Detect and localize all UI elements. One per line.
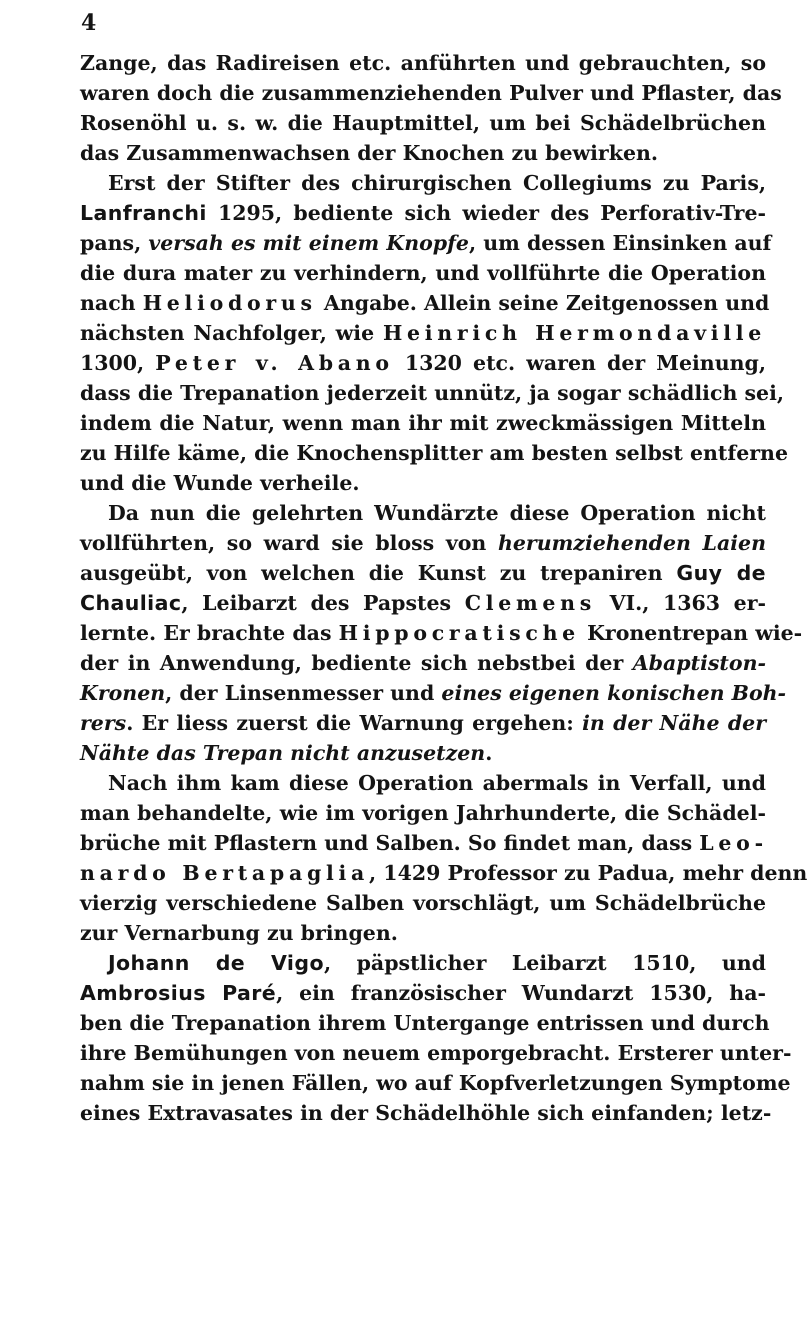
text-line: brüche mit Pflastern und Salben. So findet man, dass Leo- — [80, 831, 768, 855]
text-line: das Zusammenwachsen der Knochen zu bewirken. — [80, 141, 659, 165]
body-text — [80, 48, 807, 1128]
emphasis: Nähte das Trepan nicht anzusetzen — [80, 741, 486, 765]
emphasis: versah es mit einem Knopfe — [148, 231, 469, 255]
text-line: Rosenöhl u. s. w. die Hauptmittel, um bei Schädelbrüchen — [80, 111, 766, 135]
person-name: nardo Bertapaglia — [80, 861, 370, 885]
text-line: und die Wunde verheile. — [80, 471, 360, 495]
paragraph-5 — [80, 948, 792, 1128]
person-name: Heliodorus — [142, 291, 317, 315]
emphasis: rers — [80, 711, 127, 735]
text-line: vierzig verschiedene Salben vorschlägt, um Schädelbrüche — [80, 891, 766, 915]
text-line: 1300, Peter v. Abano 1320 etc. waren der Meinung, — [80, 351, 766, 375]
text-line: ausgeübt, von welchen die Kunst zu trepaniren Guy de — [80, 561, 766, 585]
person-name: Ambrosius Paré — [80, 981, 277, 1005]
text-line: lernte. Er brachte das Hippocratische Kronentrepan wie- — [80, 621, 803, 645]
text-line: Da nun die gelehrten Wundärzte diese Operation nicht — [108, 501, 766, 525]
emphasis: Hippocratische — [338, 621, 580, 645]
paragraph-4 — [80, 768, 807, 948]
text-line: Johann de Vigo, päpstlicher Leibarzt 1510, und — [108, 951, 766, 975]
text-line: der in Anwendung, bediente sich nebstbei der Abaptiston- — [80, 651, 766, 675]
text-line: Nähte das Trepan nicht anzusetzen. — [80, 741, 493, 765]
text-line: Kronen, der Linsenmesser und eines eigenen konischen Boh- — [80, 681, 787, 705]
text-line: nahm sie in jenen Fällen, wo auf Kopfverletzungen Symptome — [80, 1071, 791, 1095]
text-line: nardo Bertapaglia, 1429 Professor zu Padua, mehr denn — [80, 861, 807, 885]
text-line: zu Hilfe käme, die Knochensplitter am besten selbst entferne — [80, 441, 788, 465]
text-line: nach Heliodorus Angabe. Allein seine Zeitgenossen und — [80, 291, 770, 315]
text-line: Zange, das Radireisen etc. anführten und gebrauchten, so — [80, 51, 766, 75]
text-line: indem die Natur, wenn man ihr mit zweckmässigen Mitteln — [80, 411, 766, 435]
text-line: Chauliac, Leibarzt des Papstes Clemens VI., 1363 er- — [80, 591, 766, 615]
text-line: Nach ihm kam diese Operation abermals in Verfall, und — [108, 771, 766, 795]
paragraph-2 — [80, 168, 788, 498]
paragraph-1 — [80, 48, 782, 168]
paragraph-3 — [80, 498, 803, 768]
text-line: dass die Trepanation jederzeit unnütz, ja sogar schädlich sei, — [80, 381, 784, 405]
text-line: Erst der Stifter des chirurgischen Collegiums zu Paris, — [108, 171, 766, 195]
text-line: waren doch die zusammenziehenden Pulver und Pflaster, das — [80, 81, 782, 105]
person-name: Johann de Vigo — [108, 951, 324, 975]
text-line: man behandelte, wie im vorigen Jahrhunderte, die Schädel- — [80, 801, 766, 825]
person-name: Clemens — [464, 591, 597, 615]
text-line: zur Vernarbung zu bringen. — [80, 921, 398, 945]
text-line: rers. Er liess zuerst die Warnung ergehen: in der Nähe der — [80, 711, 766, 735]
person-name: Chauliac — [80, 591, 182, 615]
text-line: Lanfranchi 1295, bediente sich wieder des Perforativ-Tre- — [80, 201, 766, 225]
person-name: Peter v. Abano — [155, 351, 394, 375]
person-name: Heinrich Hermondaville — [382, 321, 766, 345]
text-line: Ambrosius Paré, ein französischer Wundarzt 1530, ha- — [80, 981, 766, 1005]
text-line: vollführten, so ward sie bloss von herumziehenden Laien — [80, 531, 766, 555]
text-line: ihre Bemühungen von neuem emporgebracht. Ersterer unter- — [80, 1041, 792, 1065]
page-number: 4 — [81, 10, 97, 36]
person-name: Guy de — [676, 561, 766, 585]
text-line: die dura mater zu verhindern, und vollführte die Operation — [80, 261, 766, 285]
emphasis: eines eigenen konischen Boh- — [441, 681, 787, 705]
text-line: ben die Trepanation ihrem Untergange entrissen und durch — [80, 1011, 770, 1035]
person-name: Lanfranchi — [80, 201, 207, 225]
text-line: nächsten Nachfolger, wie Heinrich Hermondaville — [80, 321, 766, 345]
person-name: Leo- — [699, 831, 768, 855]
emphasis: in der Nähe der — [582, 711, 766, 735]
emphasis: Abaptiston- — [632, 651, 766, 675]
text-line: eines Extravasates in der Schädelhöhle sich einfanden; letz- — [80, 1101, 772, 1125]
emphasis: herumziehenden Laien — [497, 531, 766, 555]
text-line: pans, versah es mit einem Knopfe, um dessen Einsinken auf — [80, 231, 772, 255]
emphasis: Kronen — [80, 681, 166, 705]
